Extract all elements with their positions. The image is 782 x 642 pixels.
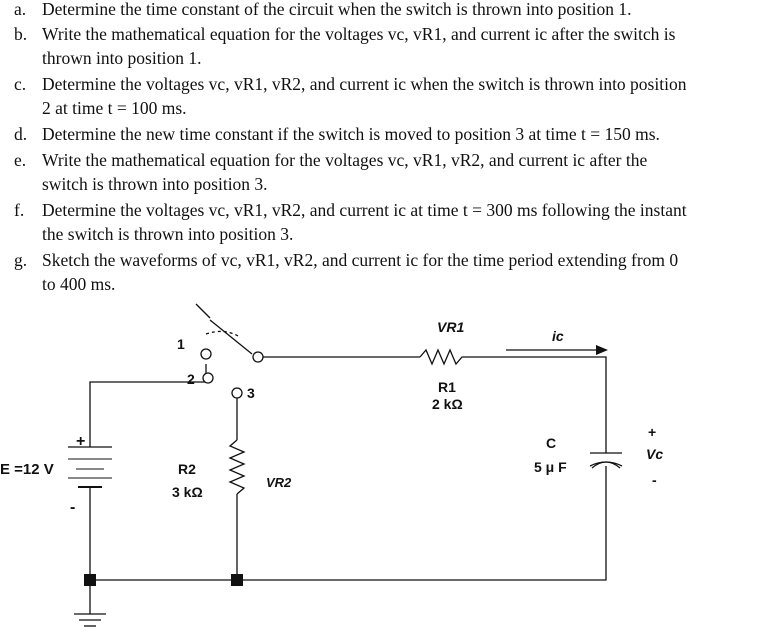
switch-blade — [210, 320, 252, 354]
question-text: thrown into position 1. — [42, 48, 202, 68]
question-text: Write the mathematical equation for the voltages vc, vR1, and current ic after the switch is — [42, 24, 676, 44]
question-label: f. — [14, 200, 25, 220]
r1-name: R1 — [438, 379, 456, 395]
question-label: g. — [14, 250, 28, 270]
question-label: c. — [14, 74, 27, 94]
question-text: to 400 ms. — [42, 274, 116, 294]
switch-contact-1 — [201, 349, 211, 359]
source-label: E =12 V — [0, 461, 54, 478]
cap-value: 5 μ F — [534, 459, 567, 475]
junction-node — [231, 574, 243, 586]
switch-pos1-label: 1 — [177, 336, 185, 352]
cap-name: C — [546, 435, 557, 451]
r2-name: R2 — [178, 461, 196, 477]
question-text: Determine the time constant of the circuit when the switch is thrown into position 1. — [42, 0, 632, 19]
switch-common — [253, 352, 263, 362]
question-text: 2 at time t = 100 ms. — [42, 98, 187, 118]
r1-value: 2 kΩ — [432, 396, 463, 412]
cap-plus: + — [648, 424, 657, 440]
cap-voltage-label: Vc — [646, 446, 664, 462]
r1-voltage-label: VR1 — [437, 319, 465, 335]
question-text: Write the mathematical equation for the voltages vc, vR1, vR2, and current ic after the — [42, 150, 648, 170]
question-text: the switch is thrown into position 3. — [42, 224, 294, 244]
question-text: Determine the voltages vc, vR1, vR2, and current ic at time t = 300 ms following the instant — [42, 200, 687, 220]
resistor-r2 — [230, 440, 244, 494]
question-label: a. — [14, 0, 27, 19]
wire-bottom — [90, 476, 606, 580]
question-text: Sketch the waveforms of vc, vR1, vR2, and current ic for the time period extending from 0 — [42, 250, 679, 270]
question-label: d. — [14, 124, 28, 144]
resistor-r1 — [420, 350, 486, 364]
switch-contact-2 — [203, 373, 213, 383]
question-text: switch is thrown into position 3. — [42, 174, 268, 194]
r2-value: 3 kΩ — [172, 484, 203, 500]
source-minus: - — [70, 499, 76, 516]
switch-pos2-label: 2 — [187, 371, 195, 387]
question-label: b. — [14, 24, 28, 44]
cap-minus: - — [652, 472, 657, 488]
current-arrow-head — [596, 345, 608, 355]
switch-contact-3 — [232, 388, 242, 398]
source-plus: + — [76, 433, 86, 450]
question-text: Determine the voltages vc, vR1, vR2, and current ic when the switch is thrown into position — [42, 74, 687, 94]
junction-node — [84, 574, 96, 586]
current-label: ic — [552, 328, 564, 344]
question-label: e. — [14, 150, 27, 170]
switch-arrow — [196, 304, 210, 318]
question-text: Determine the new time constant if the switch is moved to position 3 at time t = 150 ms. — [42, 124, 660, 144]
r2-voltage-label: VR2 — [266, 475, 292, 490]
switch-arc — [206, 331, 238, 336]
switch-pos3-label: 3 — [247, 385, 255, 401]
